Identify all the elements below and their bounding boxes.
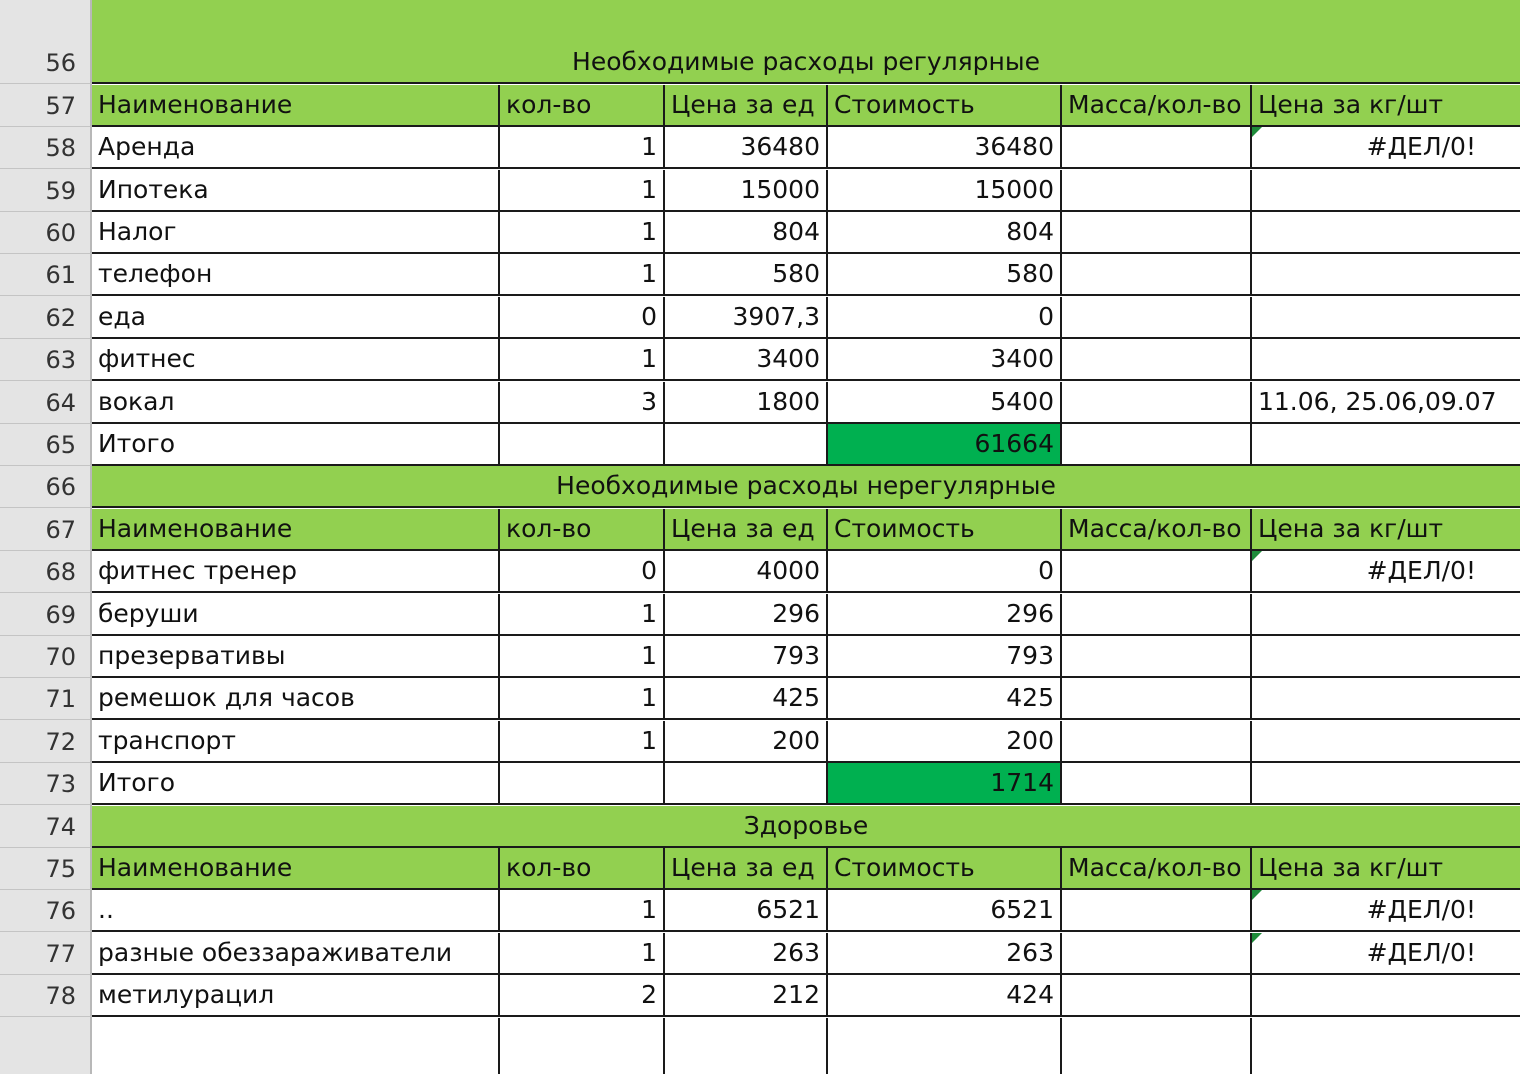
cell-mass[interactable] <box>1062 636 1252 678</box>
column-header[interactable]: Стоимость <box>828 85 1062 127</box>
table-row <box>0 890 1520 932</box>
cell-per[interactable] <box>1252 678 1520 720</box>
cell-cost[interactable]: 15000 <box>828 170 1062 212</box>
cell-per[interactable] <box>1252 254 1520 296</box>
table-row <box>0 975 1520 1017</box>
table-row <box>0 551 1520 593</box>
table-row <box>0 127 1520 169</box>
total-row <box>0 424 1520 466</box>
cell-qty[interactable]: 1 <box>500 339 665 381</box>
row-number[interactable]: 72 <box>0 721 92 763</box>
row-number[interactable]: 69 <box>0 594 92 636</box>
cell-per[interactable] <box>1252 636 1520 678</box>
table-row <box>0 594 1520 636</box>
column-header[interactable]: Масса/кол-во <box>1062 848 1252 890</box>
cell-price[interactable]: 212 <box>665 975 828 1017</box>
cell-mass[interactable] <box>1062 975 1252 1017</box>
column-header-row <box>0 509 1520 551</box>
total-label[interactable]: Итого <box>92 424 500 466</box>
row-number[interactable]: 61 <box>0 254 92 296</box>
column-header[interactable]: Цена за ед <box>665 85 828 127</box>
row-number[interactable]: 77 <box>0 933 92 975</box>
column-header[interactable]: Цена за кг/шт <box>1252 848 1520 890</box>
row-number[interactable]: 75 <box>0 848 92 890</box>
cell-name[interactable]: телефон <box>92 254 500 296</box>
cell-qty[interactable]: 1 <box>500 127 665 169</box>
cell-price[interactable]: 580 <box>665 254 828 296</box>
total-empty[interactable] <box>500 763 665 805</box>
row-number[interactable]: 68 <box>0 551 92 593</box>
cell-name[interactable]: .. <box>92 890 500 932</box>
table-row <box>0 254 1520 296</box>
total-empty[interactable] <box>1252 763 1520 805</box>
cell-per[interactable] <box>1252 975 1520 1017</box>
table-row <box>0 933 1520 975</box>
cell-name[interactable]: Аренда <box>92 127 500 169</box>
empty-cell[interactable] <box>1062 1018 1252 1074</box>
section-title-row <box>0 42 1520 84</box>
cell-per[interactable]: #ДЕЛ/0! <box>1252 933 1520 975</box>
section-title[interactable]: Необходимые расходы нерегулярные <box>92 466 1520 508</box>
cell-qty[interactable]: 1 <box>500 170 665 212</box>
total-value[interactable]: 1714 <box>828 763 1062 805</box>
cell-qty[interactable]: 1 <box>500 212 665 254</box>
cell-name[interactable]: Налог <box>92 212 500 254</box>
cell-price[interactable]: 425 <box>665 678 828 720</box>
section-title[interactable]: Здоровье <box>92 806 1520 848</box>
cell-price[interactable]: 15000 <box>665 170 828 212</box>
table-row <box>0 636 1520 678</box>
cell-name[interactable]: еда <box>92 297 500 339</box>
total-empty[interactable] <box>500 424 665 466</box>
empty-cell[interactable] <box>92 1018 500 1074</box>
column-header[interactable]: кол-во <box>500 85 665 127</box>
row-number[interactable]: 67 <box>0 509 92 551</box>
cell-name[interactable]: фитнес тренер <box>92 551 500 593</box>
column-header[interactable]: Цена за кг/шт <box>1252 509 1520 551</box>
empty-cell[interactable] <box>500 1018 665 1074</box>
cell-name[interactable]: ремешок для часов <box>92 678 500 720</box>
cell-qty[interactable]: 1 <box>500 890 665 932</box>
cell-mass[interactable] <box>1062 890 1252 932</box>
cell-cost[interactable]: 296 <box>828 594 1062 636</box>
cell-per[interactable] <box>1252 212 1520 254</box>
column-header[interactable]: Масса/кол-во <box>1062 85 1252 127</box>
cell-per[interactable] <box>1252 594 1520 636</box>
row-number[interactable]: 56 <box>0 42 92 84</box>
cell-qty[interactable]: 1 <box>500 254 665 296</box>
cell-per[interactable]: #ДЕЛ/0! <box>1252 890 1520 932</box>
row-number[interactable]: 65 <box>0 424 92 466</box>
row-number[interactable]: 64 <box>0 382 92 424</box>
cell-name[interactable]: метилурацил <box>92 975 500 1017</box>
row-number[interactable]: 57 <box>0 85 92 127</box>
column-header[interactable]: Цена за ед <box>665 848 828 890</box>
cell-qty[interactable]: 1 <box>500 721 665 763</box>
cell-per[interactable] <box>1252 721 1520 763</box>
cell-price[interactable]: 6521 <box>665 890 828 932</box>
cell-qty[interactable]: 1 <box>500 933 665 975</box>
cell-price[interactable]: 4000 <box>665 551 828 593</box>
column-header[interactable]: Стоимость <box>828 848 1062 890</box>
cell-name[interactable]: Ипотека <box>92 170 500 212</box>
cell-qty[interactable]: 0 <box>500 297 665 339</box>
row-number[interactable]: 63 <box>0 339 92 381</box>
cell-cost[interactable]: 0 <box>828 551 1062 593</box>
cell-price[interactable]: 296 <box>665 594 828 636</box>
cell-cost[interactable]: 424 <box>828 975 1062 1017</box>
column-header[interactable]: кол-во <box>500 848 665 890</box>
cell-cost[interactable]: 200 <box>828 721 1062 763</box>
row-number[interactable]: 70 <box>0 636 92 678</box>
cell-qty[interactable]: 1 <box>500 678 665 720</box>
total-empty[interactable] <box>665 763 828 805</box>
row-number[interactable]: 71 <box>0 678 92 720</box>
row-number[interactable]: 74 <box>0 806 92 848</box>
table-row <box>0 678 1520 720</box>
column-header[interactable]: Наименование <box>92 848 500 890</box>
cell-name[interactable]: фитнес <box>92 339 500 381</box>
total-row <box>0 763 1520 805</box>
cell-cost[interactable]: 0 <box>828 297 1062 339</box>
cell-price[interactable]: 200 <box>665 721 828 763</box>
cell-price[interactable]: 263 <box>665 933 828 975</box>
cell-cost[interactable]: 580 <box>828 254 1062 296</box>
row-number[interactable]: 73 <box>0 763 92 805</box>
row-number[interactable]: 62 <box>0 297 92 339</box>
cell-cost[interactable]: 3400 <box>828 339 1062 381</box>
cell-qty[interactable]: 0 <box>500 551 665 593</box>
cell-per[interactable] <box>1252 339 1520 381</box>
cell-cost[interactable]: 5400 <box>828 382 1062 424</box>
cell-qty[interactable]: 1 <box>500 594 665 636</box>
section-title[interactable]: Необходимые расходы регулярные <box>92 42 1520 84</box>
row-number[interactable]: 76 <box>0 890 92 932</box>
cell-price[interactable]: 793 <box>665 636 828 678</box>
section-title-row <box>0 806 1520 848</box>
cell-mass[interactable] <box>1062 170 1252 212</box>
row-number[interactable]: 59 <box>0 170 92 212</box>
table-row <box>0 212 1520 254</box>
cell-per[interactable] <box>1252 297 1520 339</box>
cell-price[interactable]: 3907,3 <box>665 297 828 339</box>
cell-mass[interactable] <box>1062 594 1252 636</box>
cell-mass[interactable] <box>1062 551 1252 593</box>
cell-cost[interactable]: 793 <box>828 636 1062 678</box>
cell-cost[interactable]: 425 <box>828 678 1062 720</box>
cell-per[interactable] <box>1252 170 1520 212</box>
cell-name[interactable]: разные обеззараживатели <box>92 933 500 975</box>
cell-mass[interactable] <box>1062 933 1252 975</box>
total-value[interactable]: 61664 <box>828 424 1062 466</box>
total-empty[interactable] <box>665 424 828 466</box>
column-header[interactable]: Наименование <box>92 509 500 551</box>
cell-price[interactable]: 36480 <box>665 127 828 169</box>
cell-qty[interactable]: 2 <box>500 975 665 1017</box>
row-number[interactable]: 66 <box>0 466 92 508</box>
row-number[interactable]: 78 <box>0 975 92 1017</box>
cell-name[interactable]: презервативы <box>92 636 500 678</box>
cell-qty[interactable]: 3 <box>500 382 665 424</box>
column-header[interactable]: Стоимость <box>828 509 1062 551</box>
column-header[interactable]: кол-во <box>500 509 665 551</box>
cell-mass[interactable] <box>1062 127 1252 169</box>
cell-name[interactable]: вокал <box>92 382 500 424</box>
row-number[interactable]: 58 <box>0 127 92 169</box>
cell-name[interactable]: беруши <box>92 594 500 636</box>
top-green-band <box>92 0 1520 42</box>
column-header-row <box>0 85 1520 127</box>
table-row <box>0 297 1520 339</box>
cell-price[interactable]: 1800 <box>665 382 828 424</box>
total-empty[interactable] <box>1062 424 1252 466</box>
table-row <box>0 721 1520 763</box>
row-header-filler <box>0 1018 92 1074</box>
empty-cell[interactable] <box>665 1018 828 1074</box>
cell-per[interactable]: #ДЕЛ/0! <box>1252 127 1520 169</box>
cell-name[interactable]: транспорт <box>92 721 500 763</box>
cell-qty[interactable]: 1 <box>500 636 665 678</box>
total-empty[interactable] <box>1062 763 1252 805</box>
row-number[interactable]: 60 <box>0 212 92 254</box>
cell-cost[interactable]: 263 <box>828 933 1062 975</box>
cell-mass[interactable] <box>1062 678 1252 720</box>
cell-price[interactable]: 804 <box>665 212 828 254</box>
cell-mass[interactable] <box>1062 297 1252 339</box>
cell-mass[interactable] <box>1062 721 1252 763</box>
cell-cost[interactable]: 6521 <box>828 890 1062 932</box>
section-title-row <box>0 466 1520 508</box>
cell-price[interactable]: 3400 <box>665 339 828 381</box>
cell-per[interactable]: 11.06, 25.06,09.07 <box>1252 382 1520 424</box>
column-header[interactable]: Наименование <box>92 85 500 127</box>
table-row <box>0 170 1520 212</box>
column-header[interactable]: Цена за ед <box>665 509 828 551</box>
cell-per[interactable]: #ДЕЛ/0! <box>1252 551 1520 593</box>
empty-cell[interactable] <box>828 1018 1062 1074</box>
column-header[interactable]: Масса/кол-во <box>1062 509 1252 551</box>
column-header[interactable]: Цена за кг/шт <box>1252 85 1520 127</box>
cell-cost[interactable]: 804 <box>828 212 1062 254</box>
cell-mass[interactable] <box>1062 254 1252 296</box>
cell-mass[interactable] <box>1062 382 1252 424</box>
total-empty[interactable] <box>1252 424 1520 466</box>
cell-mass[interactable] <box>1062 339 1252 381</box>
table-row <box>0 339 1520 381</box>
cell-mass[interactable] <box>1062 212 1252 254</box>
table-row <box>0 382 1520 424</box>
cell-cost[interactable]: 36480 <box>828 127 1062 169</box>
total-label[interactable]: Итого <box>92 763 500 805</box>
column-header-row <box>0 848 1520 890</box>
